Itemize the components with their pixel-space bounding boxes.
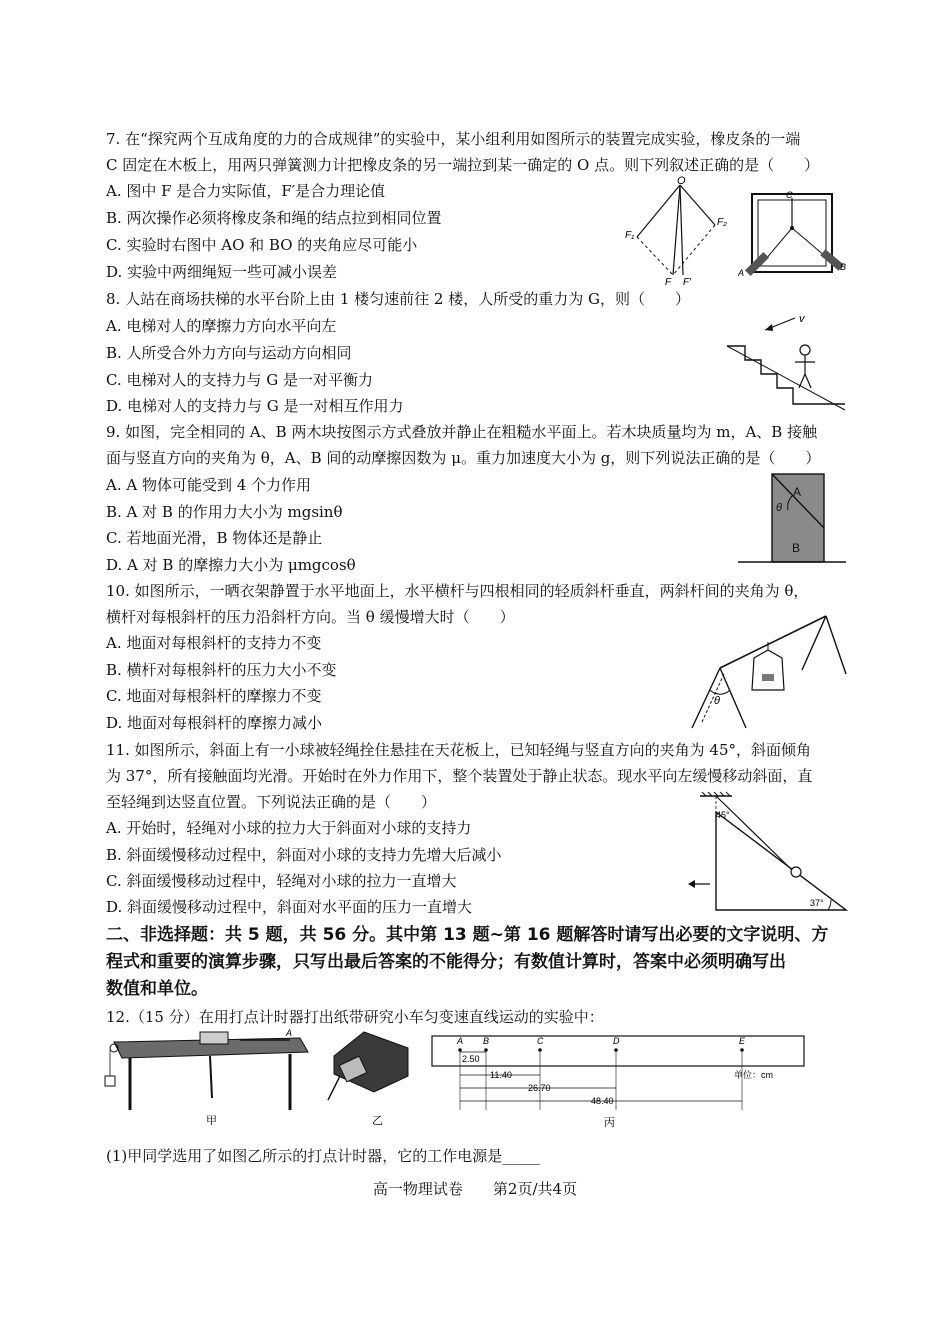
q11-option-a: A. 开始时，轻绳对小球的拉力大于斜面对小球的支持力 xyxy=(106,819,472,837)
q10-stem-line-1: 10. 如图所示，一晒衣架静置于水平地面上，水平横杆与四根相同的轻质斜杆垂直，两斜杆间的夹角为 θ， xyxy=(106,582,809,600)
q9-blocks-figure xyxy=(738,466,848,570)
q8-option-a: A. 电梯对人的摩擦力方向水平向左 xyxy=(106,317,337,335)
q8-option-d: D. 电梯对人的支持力与 G 是一对相互作用力 xyxy=(106,397,404,415)
q9-option-d: D. A 对 B 的摩擦力大小为 μmgcosθ xyxy=(106,556,356,574)
q12-figure-yi xyxy=(320,1026,415,1128)
tape-point-a xyxy=(458,1048,462,1052)
q9-label-b: B xyxy=(792,541,801,555)
q10-label-theta: θ xyxy=(714,695,720,707)
tape-point-e xyxy=(740,1048,744,1052)
q10-stem-line-2: 横杆对每根斜杆的压力沿斜杆方向。当 θ 缓慢增大时（ ） xyxy=(106,608,515,626)
q11-option-d: D. 斜面缓慢移动过程中，斜面对水平面的压力一直增大 xyxy=(106,898,473,916)
q7-label-fprime: F′ xyxy=(683,277,691,287)
tape-distance-label: 11.40 xyxy=(490,1070,512,1080)
q7-apparatus-figure xyxy=(738,188,848,280)
q9-option-b: B. A 对 B 的作用力大小为 mgsinθ xyxy=(106,503,343,521)
q9-label-theta: θ xyxy=(776,502,782,514)
q12-tape-figure-bing xyxy=(428,1030,808,1130)
q7-label-f2: F₂ xyxy=(717,217,727,228)
q10-clothes-rack-figure xyxy=(688,612,848,730)
q12-tape-unit: 单位：cm xyxy=(734,1070,773,1080)
q9-stem-line-1: 9. 如图，完全相同的 A、B 两木块按图示方式叠放并静止在粗糙水平面上。若木块质量均为 m，A、B 接触 xyxy=(106,423,818,441)
q9-option-c: C. 若地面光滑，B 物体还是静止 xyxy=(106,529,323,547)
q12-figure-jia xyxy=(100,1026,315,1128)
q11-incline-figure xyxy=(688,790,848,914)
q7-label-a: A xyxy=(738,268,745,278)
q12-label-yi: 乙 xyxy=(372,1115,383,1127)
q11-option-c: C. 斜面缓慢移动过程中，轻绳对小球的拉力一直增大 xyxy=(106,872,457,890)
q9-stem-line-2: 面与竖直方向的夹角为 θ，A、B 间的动摩擦因数为 μ。重力加速度大小为 g，则下列说法正确的是（ ） xyxy=(106,449,821,467)
q12-sub-question-1: (1)甲同学选用了如图乙所示的打点计时器，它的工作电源是_____ xyxy=(106,1147,540,1165)
section-2-line-2: 程式和重要的演算步骤，只写出最后答案的不能得分；有数值计算时，答案中必须明确写出 xyxy=(106,952,786,972)
section-2-heading xyxy=(106,922,851,1003)
section-2-line-3: 数值和单位。 xyxy=(106,979,208,999)
q12-label-jia: 甲 xyxy=(206,1115,217,1127)
q7-option-d: D. 实验中两细绳短一些可减小误差 xyxy=(106,263,338,281)
q7-stem-line-1: 7. 在“探究两个互成角度的力的合成规律”的实验中，某小组利用如图所示的装置完成实验，橡皮条的一端 xyxy=(106,130,801,148)
q10-option-c: C. 地面对每根斜杆的摩擦力不变 xyxy=(106,687,322,705)
page-footer: 高一物理试卷 第2页/共4页 xyxy=(372,1180,578,1198)
q7-force-diagram xyxy=(625,175,735,287)
q7-option-c: C. 实验时右图中 AO 和 BO 的夹角应尽可能小 xyxy=(106,236,418,254)
q8-option-c: C. 电梯对人的支持力与 G 是一对平衡力 xyxy=(106,371,373,389)
q12-stem: 12.（15 分）在用打点计时器打出纸带研究小车匀变速直线运动的实验中： xyxy=(106,1008,604,1026)
q9-label-a: A xyxy=(793,485,802,499)
q11-stem-line-2: 为 37°，所有接触面均光滑。开始时在外力作用下，整个装置处于静止状态。现水平向左缓慢移动斜面，直 xyxy=(106,767,813,785)
q8-option-b: B. 人所受合外力方向与运动方向相同 xyxy=(106,344,352,362)
tape-point-b xyxy=(484,1048,488,1052)
q10-option-b: B. 横杆对每根斜杆的压力大小不变 xyxy=(106,661,337,679)
q7-label-f: F xyxy=(665,277,672,287)
q11-stem-line-1: 11. 如图所示，斜面上有一小球被轻绳拴住悬挂在天花板上，已知轻绳与竖直方向的夹角为 45°，斜面倾角 xyxy=(106,741,811,759)
q8-label-v: v xyxy=(799,313,805,325)
q10-option-d: D. 地面对每根斜杆的摩擦力减小 xyxy=(106,714,323,732)
q8-escalator-figure xyxy=(725,308,847,412)
q11-label-37: 37° xyxy=(810,898,824,908)
section-2-line-1: 二、非选择题：共 5 题，共 56 分。其中第 13 题~第 16 题解答时请写出必要的文字说明、方 xyxy=(106,925,829,945)
q7-label-o: O xyxy=(677,175,686,187)
q11-stem-line-3: 至轻绳到达竖直位置。下列说法正确的是（ ） xyxy=(106,793,437,811)
q7-label-b: B xyxy=(840,262,847,272)
q7-label-c: C xyxy=(786,190,793,200)
q10-option-a: A. 地面对每根斜杆的支持力不变 xyxy=(106,634,322,652)
q11-option-b: B. 斜面缓慢移动过程中，斜面对小球的支持力先增大后减小 xyxy=(106,846,502,864)
q12-label-bing: 丙 xyxy=(604,1117,615,1129)
tape-point-label-e: E xyxy=(739,1036,746,1046)
tape-distance-label: 2.50 xyxy=(462,1054,480,1064)
q7-option-a: A. 图中 F 是合力实际值，F′是合力理论值 xyxy=(106,182,386,200)
q8-stem: 8. 人站在商场扶梯的水平台阶上由 1 楼匀速前往 2 楼，人所受的重力为 G，则（ ） xyxy=(106,290,690,308)
tape-point-label-a: A xyxy=(457,1036,464,1046)
tape-point-d xyxy=(614,1048,618,1052)
tape-point-label-d: D xyxy=(613,1036,620,1046)
q7-stem-line-2: C 固定在木板上，用两只弹簧测力计把橡皮条的另一端拉到某一确定的 O 点。则下列叙述正确的是（ ） xyxy=(106,156,820,174)
q7-option-b: B. 两次操作必须将橡皮条和绳的结点拉到相同位置 xyxy=(106,209,442,227)
q9-option-a: A. A 物体可能受到 4 个力作用 xyxy=(106,476,312,494)
tape-distance-label: 48.40 xyxy=(591,1096,614,1106)
tape-point-label-b: B xyxy=(483,1036,490,1046)
tape-point-c xyxy=(538,1048,542,1052)
tape-distance-label: 26.70 xyxy=(528,1083,551,1093)
q11-label-45: 45° xyxy=(716,810,730,820)
tape-point-label-c: C xyxy=(537,1036,544,1046)
q7-label-f1: F₁ xyxy=(625,230,635,241)
q12-label-a-track: A xyxy=(286,1028,293,1038)
